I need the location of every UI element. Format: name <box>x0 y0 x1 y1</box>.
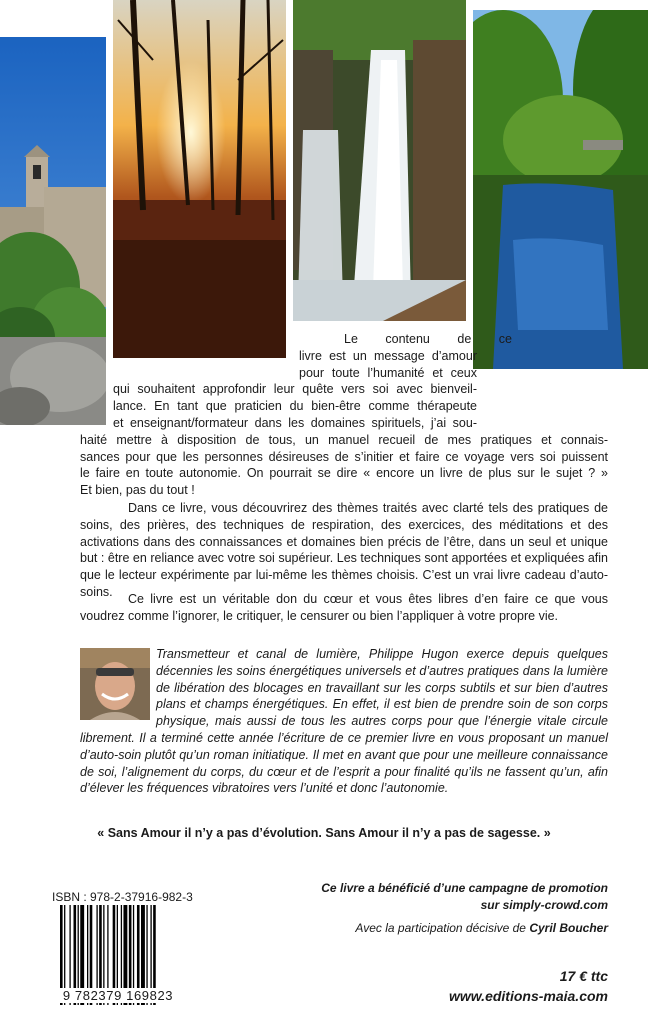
desc-line: qui souhaitent approfondir leur quête vers soi avec bienveil- <box>113 382 477 397</box>
desc-line: le faire en toute autonomie. On pourrait se dire « encore un livre de plus sur le sujet ? » <box>80 466 608 481</box>
partner-credit <box>355 921 608 935</box>
barcode-digits: 9 782379 169823 <box>48 988 188 1003</box>
description-paragraph-2: Dans ce livre, vous découvrirez des thèmes traités avec clarté tels des pratiques de soins, des prières, des techniques de respiration, des exercices, des méditations et des activations dans des connaissances et domaines bien précis de l’être, dans un seul et unique but : être en reliance avec votre soi supérieur. Les techniques sont apportées et expliquées afin que le lecteur expérimente par lui-même les thèmes choisis. C’est un vrai livre cadeau d’auto-soins. <box>80 501 608 599</box>
author-bio-block <box>80 646 608 797</box>
desc-line: livre est un message d’amour <box>299 348 477 363</box>
desc-line: et enseignant/formateur dans les domaines spirituels, j’ai sou- <box>113 415 477 430</box>
description-paragraph-3: Ce livre est un véritable don du cœur et vous êtes libres d’en faire ce que vous voudrez comme l’ignorer, le critiquer, le censurer ou bien l’appliquer à votre propre vie. <box>80 592 608 623</box>
isbn: ISBN : 978-2-37916-982-3 <box>52 890 193 904</box>
bio-photo-spacer <box>80 646 156 726</box>
desc-line: haité mettre à disposition de tous, un manuel recueil de mes pratiques et connais- <box>80 432 608 447</box>
author-bio-text: Transmetteur et canal de lumière, Philippe Hugon exerce depuis quelques décennies les soins énergétiques universels et d’autres pratiques dans la lumière de libération des blocages en travaillant sur les corps subtils et sur bien d’autres plans et champs énergétiques. En effet, il est bien de prendre soin de son corps physique, mais aussi de tous les autres corps pour que l’énergie vitale circule librement. Il a terminé cette année l’écriture de ce premier livre en vous proposant un manuel d’auto-soin plutôt qu’un roman initiatique. Il met en avant que pour une meilleure connaissance de soi, l’alignement du corps, du cœur et de l’esprit a pour finalité qu’ils ne fassent qu’un, afin d’élever les fréquences vibratoires vers l’unité et donc l’autonomie. <box>80 647 608 796</box>
desc-line: lance. En tant que praticien du bien-être comme thérapeute <box>113 399 477 414</box>
closing-quote: « Sans Amour il n’y a pas d’évolution. Sans Amour il n’y a pas de sagesse. » <box>97 826 551 840</box>
desc-line: sances pour que les personnes désireuses de s’initier et faire ce voyage vers soi puissent <box>80 449 608 464</box>
photo-river <box>473 10 648 369</box>
promo-line-2: sur simply-crowd.com <box>480 898 608 912</box>
publisher-website[interactable]: www.editions-maia.com <box>449 988 608 1004</box>
photo-autumn-forest <box>113 0 286 358</box>
price: 17 € ttc <box>559 968 608 984</box>
partner-name: Cyril Boucher <box>529 921 608 935</box>
description-paragraph-1 <box>80 331 608 499</box>
promo-line-1: Ce livre a bénéficié d’une campagne de promotion <box>321 881 608 895</box>
photo-waterfall <box>293 0 466 321</box>
desc-line: Le contenu de ce <box>344 332 512 346</box>
partner-prefix: Avec la participation décisive de <box>355 921 526 935</box>
desc-line: Et bien, pas du tout ! <box>80 483 195 498</box>
promo-notice <box>321 880 608 914</box>
desc-line: pour toute l’humanité et ceux <box>299 365 477 380</box>
